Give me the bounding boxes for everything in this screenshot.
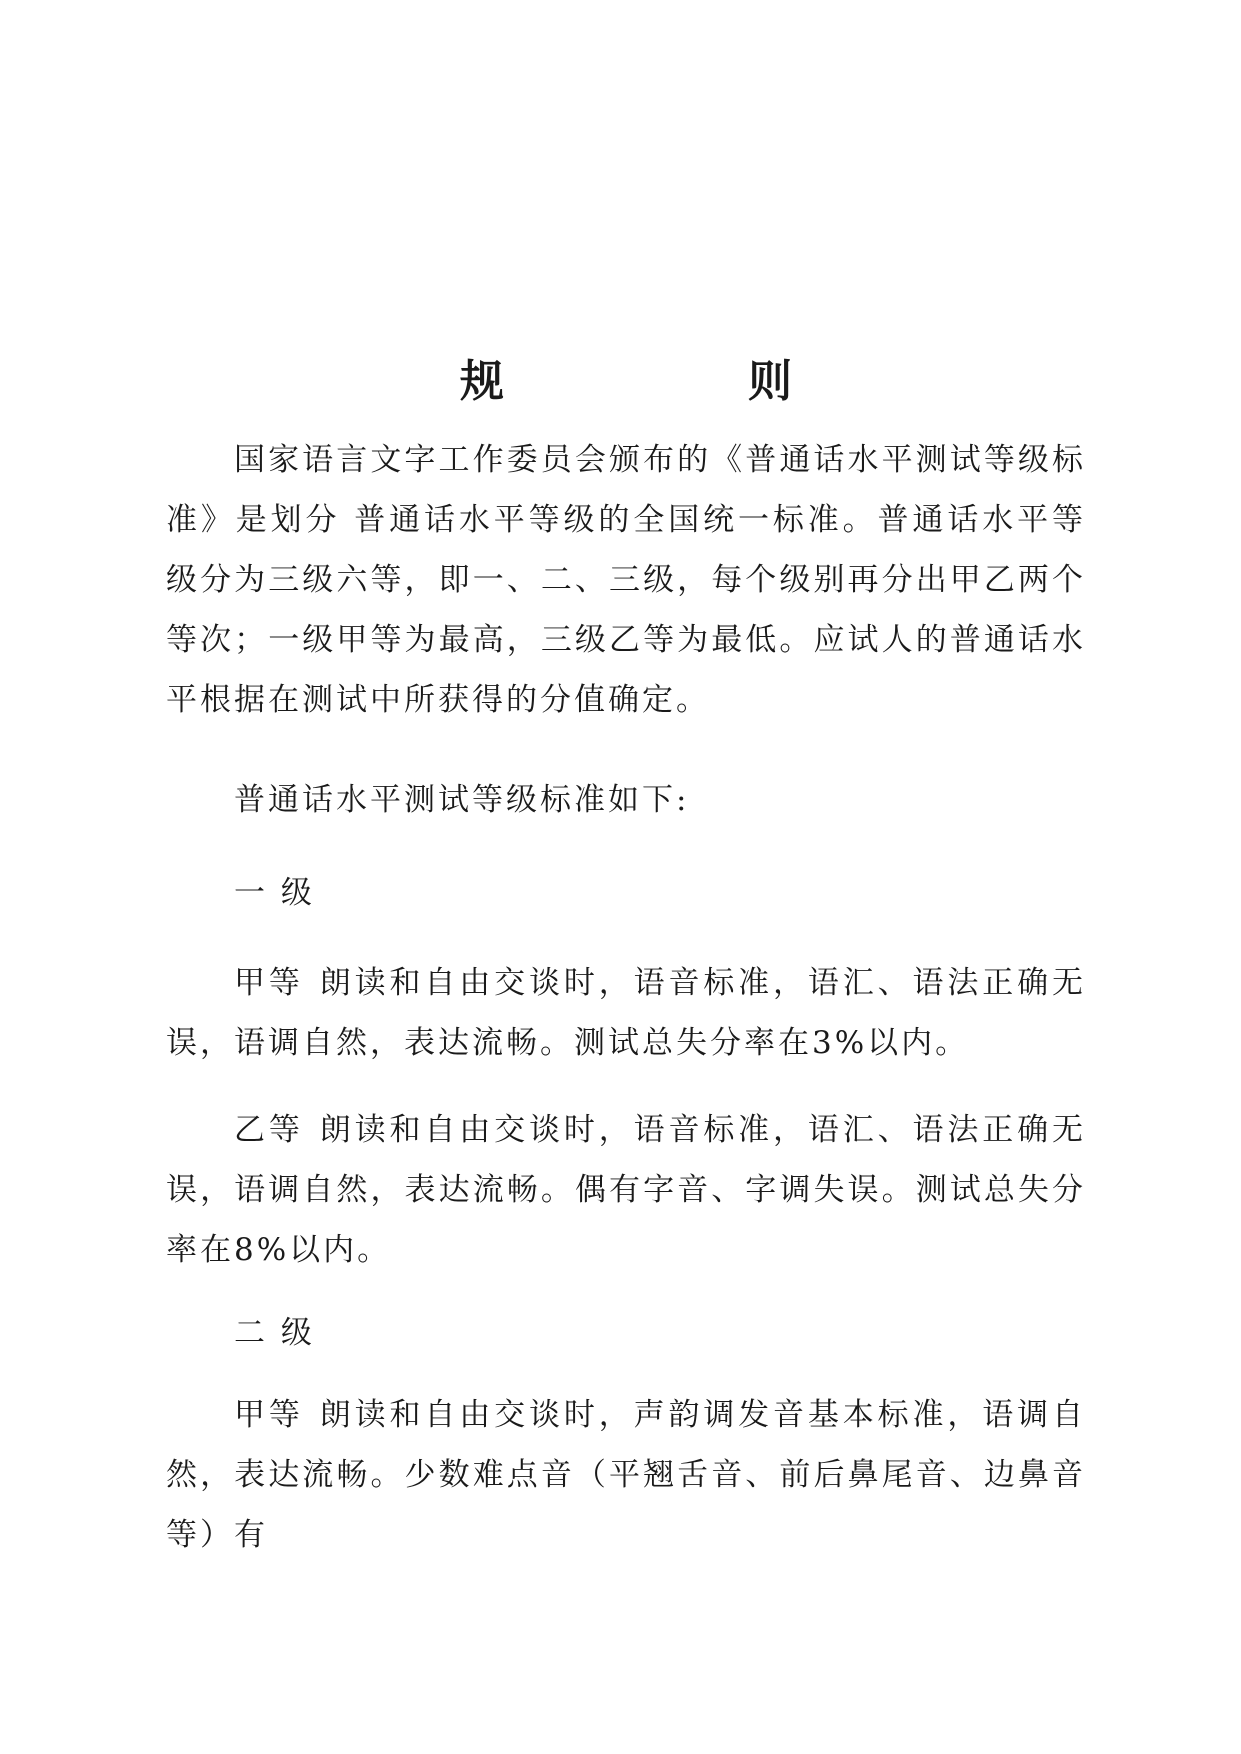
level-one-b-label: 乙等 xyxy=(234,1112,304,1148)
document-page xyxy=(166,0,1086,1754)
level-one-b-text: 朗读和自由交谈时，语音标准，语汇、语法正确无误，语调自然，表达流畅。偶有字音、字调失误。测试总失分率在8%以内。 xyxy=(166,1112,1087,1268)
page-title: 规 则 xyxy=(460,356,844,407)
level-two-a-label: 甲等 xyxy=(234,1397,304,1433)
level-two-heading: 二 级 xyxy=(234,1315,315,1351)
intro-paragraph: 国家语言文字工作委员会颁布的《普通话水平测试等级标准》是划分 普通话水平等级的全国统一标准。普通话水平等级分为三级六等，即一、二、三级，每个级别再分出甲乙两个等次；一级甲等为最高，三级乙等为最低。应试人的普通话水平根据在测试中所获得的分值确定。 xyxy=(166,442,1086,718)
level-one-a-label: 甲等 xyxy=(234,965,304,1001)
level-one-a-text: 朗读和自由交谈时，语音标准，语汇、语法正确无误，语调自然，表达流畅。测试总失分率在3%以内。 xyxy=(166,965,1087,1061)
level-two-a-paragraph xyxy=(166,1385,1086,1565)
level-two-a-text: 朗读和自由交谈时，声韵调发音基本标准，语调自然，表达流畅。少数难点音（平翘舌音、前后鼻尾音、边鼻音等）有 xyxy=(166,1397,1087,1553)
standards-intro-paragraph: 普通话水平测试等级标准如下: xyxy=(234,782,690,818)
level-one-b-paragraph xyxy=(166,1100,1086,1280)
level-one-heading: 一 级 xyxy=(234,875,315,911)
level-one-a-paragraph xyxy=(166,953,1086,1073)
